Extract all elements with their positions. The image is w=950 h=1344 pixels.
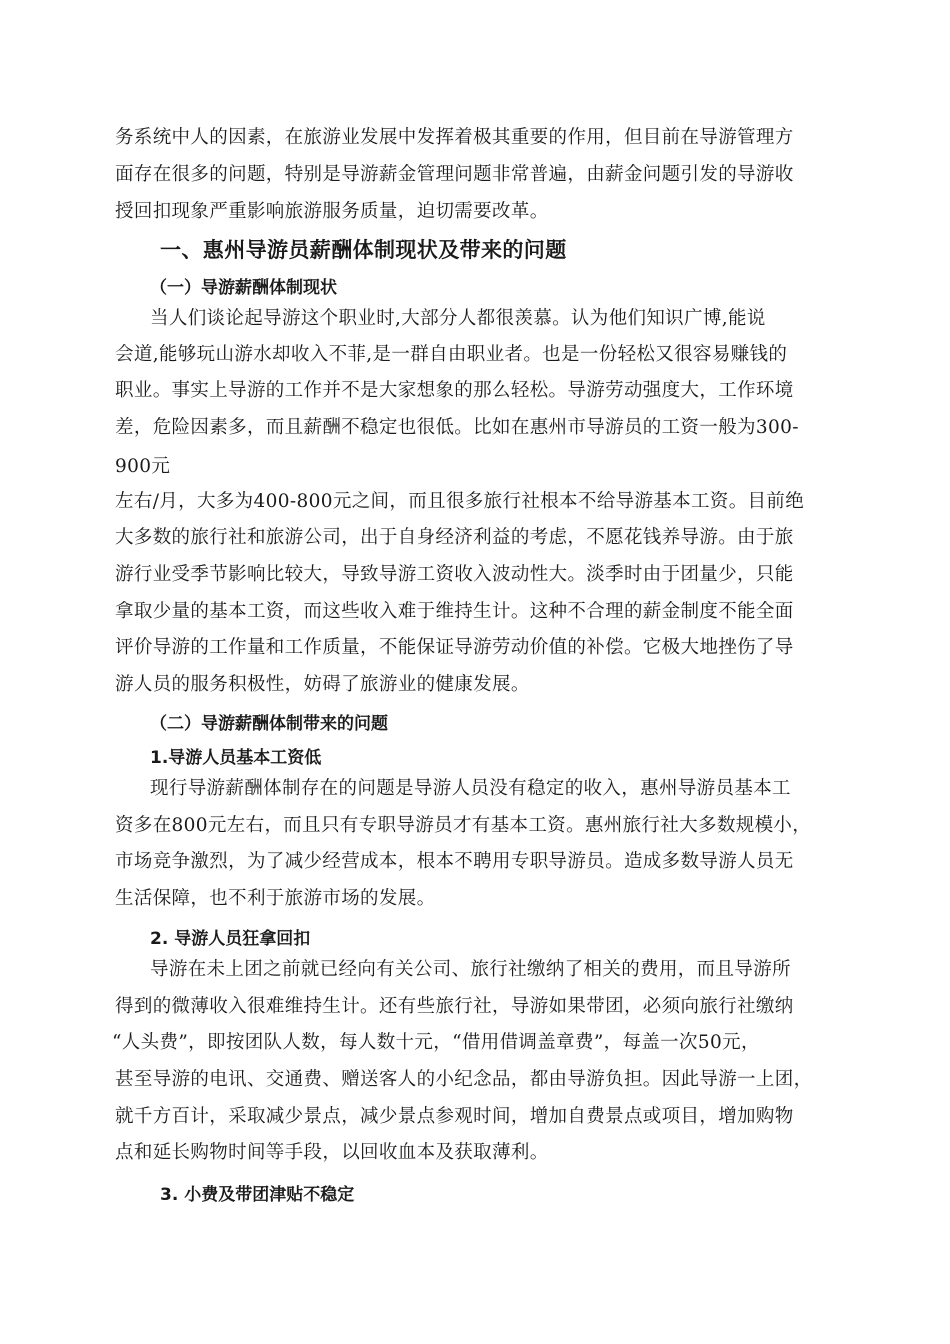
paragraph-line: 大多数的旅行社和旅游公司，出于自身经济利益的考虑，不愿花钱养导游。由于旅 [115, 527, 794, 548]
paragraph-line: 面存在很多的问题，特别是导游薪金管理问题非常普遍，由薪金问题引发的导游收 [115, 164, 794, 185]
paragraph-line: “人头费”，即按团队人数，每人数十元，“借用借调盖章费”，每盖一次50元， [112, 1032, 760, 1053]
paragraph-line: 游人员的服务积极性，妨碍了旅游业的健康发展。 [115, 674, 530, 695]
paragraph-line: 点和延长购物时间等手段，以回收血本及获取薄利。 [115, 1142, 549, 1163]
item-heading: 2. 导游人员狂拿回扣 [150, 929, 311, 949]
subsection-heading: （二）导游薪酬体制带来的问题 [150, 714, 388, 734]
paragraph-line: 授回扣现象严重影响旅游服务质量，迫切需要改革。 [115, 201, 549, 222]
paragraph-line: 900元 [115, 456, 171, 477]
paragraph-line: 资多在800元左右，而且只有专职导游员才有基本工资。惠州旅行社大多数规模小， [115, 815, 812, 836]
item-heading: 3. 小费及带团津贴不稳定 [160, 1185, 355, 1205]
paragraph-line: 会道,能够玩山游水却收入不菲,是一群自由职业者。也是一份轻松又很容易赚钱的 [115, 344, 788, 365]
paragraph-line: 生活保障，也不利于旅游市场的发展。 [115, 888, 436, 909]
paragraph-line: 左右/月，大多为400-800元之间，而且很多旅行社根本不给导游基本工资。目前绝 [115, 491, 805, 512]
paragraph-line: 导游在未上团之前就已经向有关公司、旅行社缴纳了相关的费用，而且导游所 [150, 959, 791, 980]
item-heading: 1.导游人员基本工资低 [150, 748, 322, 768]
paragraph-line: 差，危险因素多，而且薪酬不稳定也很低。比如在惠州市导游员的工资一般为300- [115, 417, 799, 438]
paragraph-line: 职业。事实上导游的工作并不是大家想象的那么轻松。导游劳动强度大，工作环境 [115, 380, 794, 401]
paragraph-line: 游行业受季节影响比较大，导致导游工资收入波动性大。淡季时由于团量少，只能 [115, 564, 794, 585]
paragraph-line: 就千方百计，采取减少景点，减少景点参观时间，增加自费景点或项目，增加购物 [115, 1106, 794, 1127]
paragraph-line: 拿取少量的基本工资，而这些收入难于维持生计。这种不合理的薪金制度不能全面 [115, 601, 794, 622]
paragraph-line: 当人们谈论起导游这个职业时,大部分人都很羡慕。认为他们知识广博,能说 [150, 308, 766, 329]
section-heading: 一、惠州导游员薪酬体制现状及带来的问题 [160, 238, 567, 262]
paragraph-line: 评价导游的工作量和工作质量，不能保证导游劳动价值的补偿。它极大地挫伤了导 [115, 637, 794, 658]
paragraph-line: 务系统中人的因素，在旅游业发展中发挥着极其重要的作用，但目前在导游管理方 [115, 127, 794, 148]
paragraph-line: 得到的微薄收入很难维持生计。还有些旅行社，导游如果带团，必须向旅行社缴纳 [115, 996, 794, 1017]
paragraph-line: 市场竞争激烈，为了减少经营成本，根本不聘用专职导游员。造成多数导游人员无 [115, 851, 794, 872]
subsection-heading: （一）导游薪酬体制现状 [150, 278, 337, 298]
paragraph-line: 现行导游薪酬体制存在的问题是导游人员没有稳定的收入，惠州导游员基本工 [150, 778, 791, 799]
paragraph-line: 甚至导游的电讯、交通费、赠送客人的小纪念品，都由导游负担。因此导游一上团， [115, 1069, 813, 1090]
